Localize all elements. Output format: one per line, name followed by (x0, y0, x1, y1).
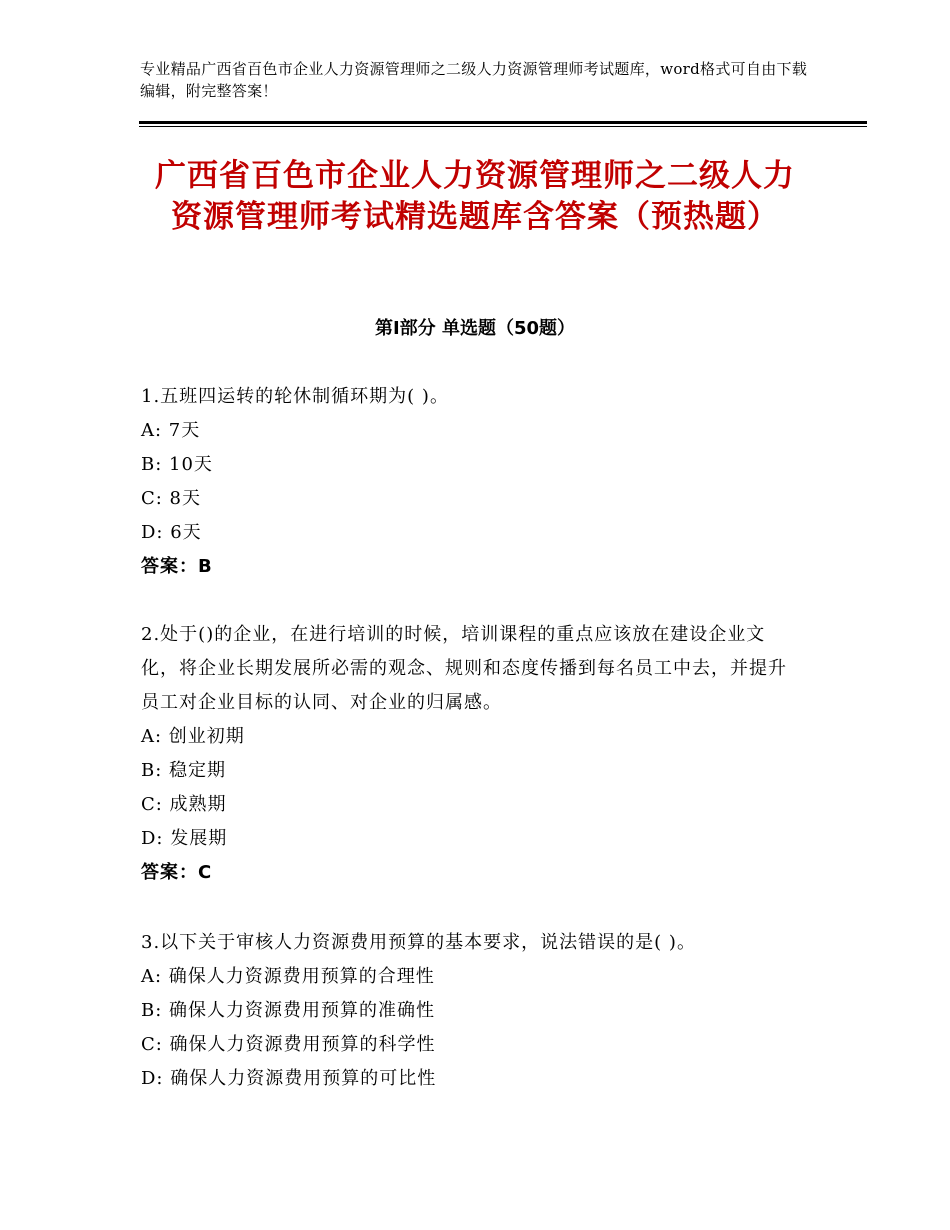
question-1 (141, 380, 801, 584)
question-stem: 2.处于()的企业，在进行培训的时候，培训课程的重点应该放在建设企业文化，将企业长期发展所必需的观念、规则和态度传播到每名员工中去，并提升员工对企业目标的认同、对企业的归属感。 (141, 624, 787, 713)
option-d: D: 6天 (141, 522, 202, 543)
option-a: A: 创业初期 (141, 726, 245, 747)
document-title: 广西省百色市企业人力资源管理师之二级人力资源管理师考试精选题库含答案（预热题） (155, 158, 795, 235)
option-c: C: 8天 (141, 488, 202, 509)
option-c: C: 确保人力资源费用预算的科学性 (141, 1034, 436, 1055)
question-stem: 3.以下关于审核人力资源费用预算的基本要求，说法错误的是( )。 (141, 932, 696, 953)
option-a: A: 7天 (141, 420, 201, 441)
header-rule-thick (139, 121, 867, 124)
option-d: D: 确保人力资源费用预算的可比性 (141, 1068, 437, 1089)
option-c: C: 成熟期 (141, 794, 227, 815)
header-rule-thin (139, 126, 867, 127)
option-b: B: 稳定期 (141, 760, 227, 781)
option-b: B: 10天 (141, 454, 213, 475)
question-stem: 1.五班四运转的轮休制循环期为( )。 (141, 386, 449, 407)
section-title: 第Ⅰ部分 单选题（50题） (374, 318, 575, 339)
option-b: B: 确保人力资源费用预算的准确性 (141, 1000, 436, 1021)
question-2 (141, 618, 801, 890)
answer: 答案：C (141, 862, 213, 883)
header-note: 专业精品广西省百色市企业人力资源管理师之二级人力资源管理师考试题库，word格式可自由下载编辑，附完整答案！ (140, 60, 808, 100)
question-3 (141, 926, 801, 1096)
option-a: A: 确保人力资源费用预算的合理性 (141, 966, 435, 987)
option-d: D: 发展期 (141, 828, 228, 849)
answer: 答案：B (141, 556, 213, 577)
